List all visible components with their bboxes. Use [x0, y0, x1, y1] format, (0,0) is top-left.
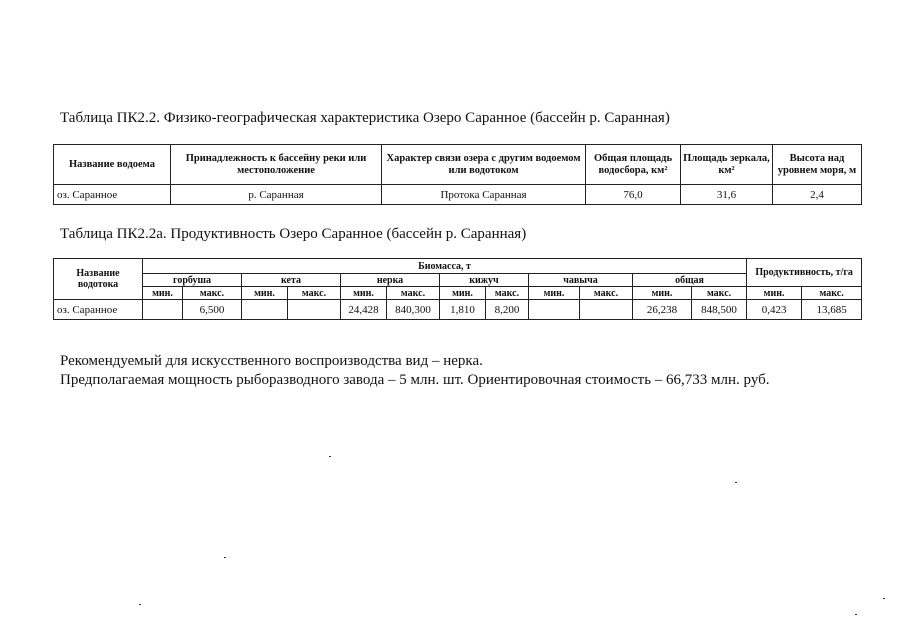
- table2-header-row-2: [54, 274, 862, 287]
- scan-speck: [855, 614, 857, 615]
- cell-value: [288, 300, 341, 320]
- header-max: макс.: [580, 287, 633, 300]
- cell-value: 0,423: [747, 300, 802, 320]
- cell-value: 840,300: [387, 300, 440, 320]
- cell-name: оз. Саранное: [54, 300, 143, 320]
- header-max: макс.: [692, 287, 747, 300]
- table2-header-row-3: [54, 287, 862, 300]
- table-row: [54, 300, 862, 320]
- header-altitude: Высота над уровнем моря, м: [773, 145, 862, 185]
- header-biomass: Биомасса, т: [143, 259, 747, 274]
- cell-value: 1,810: [440, 300, 486, 320]
- cell-value: 24,428: [341, 300, 387, 320]
- table2-caption: Таблица ПК2.2а. Продуктивность Озеро Саранное (бассейн р. Саранная): [60, 226, 527, 242]
- scan-speck: [139, 604, 141, 605]
- header-catchment: Общая площадь водосбора, км²: [586, 145, 681, 185]
- cell-value: 8,200: [486, 300, 529, 320]
- cell-mirror: 31,6: [681, 185, 773, 205]
- table1-caption: Таблица ПК2.2. Физико-географическая характеристика Озеро Саранное (бассейн р. Саранная): [60, 110, 670, 126]
- header-max: макс.: [183, 287, 242, 300]
- header-max: макс.: [802, 287, 862, 300]
- header-min: мин.: [529, 287, 580, 300]
- physical-geography-table: [53, 144, 862, 205]
- header-min: мин.: [242, 287, 288, 300]
- cell-basin: р. Саранная: [171, 185, 382, 205]
- cell-value: [242, 300, 288, 320]
- scan-speck: [224, 557, 226, 558]
- cell-value: [529, 300, 580, 320]
- header-min: мин.: [143, 287, 183, 300]
- header-connection: Характер связи озера с другим водоемом или водотоком: [382, 145, 586, 185]
- header-max: макс.: [288, 287, 341, 300]
- cell-name: оз. Саранное: [54, 185, 171, 205]
- scan-speck: [329, 456, 331, 457]
- header-species-total: общая: [633, 274, 747, 287]
- header-productivity: Продуктивность, т/га: [747, 259, 862, 287]
- header-min: мин.: [633, 287, 692, 300]
- header-watercourse: Название водотока: [54, 259, 143, 300]
- header-max: макс.: [486, 287, 529, 300]
- header-species-chinook: чавыча: [529, 274, 633, 287]
- table1-header-row: [54, 145, 862, 185]
- header-species-coho: кижуч: [440, 274, 529, 287]
- table-row: [54, 185, 862, 205]
- cell-connection: Протока Саранная: [382, 185, 586, 205]
- cell-value: [143, 300, 183, 320]
- cell-value: 6,500: [183, 300, 242, 320]
- header-min: мин.: [440, 287, 486, 300]
- recommendation-species: Рекомендуемый для искусственного воспроизводства вид – нерка.: [60, 353, 483, 369]
- scan-speck: [883, 598, 885, 599]
- header-species-pink: горбуша: [143, 274, 242, 287]
- scan-speck: [735, 482, 737, 483]
- recommendation-capacity-cost: Предполагаемая мощность рыборазводного завода – 5 млн. шт. Ориентировочная стоимость – 66,733 млн. руб.: [60, 372, 770, 388]
- cell-altitude: 2,4: [773, 185, 862, 205]
- header-max: макс.: [387, 287, 440, 300]
- header-min: мин.: [341, 287, 387, 300]
- header-min: мин.: [747, 287, 802, 300]
- header-name: Название водоема: [54, 145, 171, 185]
- cell-value: 13,685: [802, 300, 862, 320]
- header-species-sockeye: нерка: [341, 274, 440, 287]
- cell-value: 26,238: [633, 300, 692, 320]
- table2-header-row-1: [54, 259, 862, 274]
- cell-value: [580, 300, 633, 320]
- header-mirror: Площадь зеркала, км²: [681, 145, 773, 185]
- cell-catchment: 76,0: [586, 185, 681, 205]
- header-basin: Принадлежность к бассейну реки или местоположение: [171, 145, 382, 185]
- cell-value: 848,500: [692, 300, 747, 320]
- header-species-chum: кета: [242, 274, 341, 287]
- productivity-table: [53, 258, 862, 320]
